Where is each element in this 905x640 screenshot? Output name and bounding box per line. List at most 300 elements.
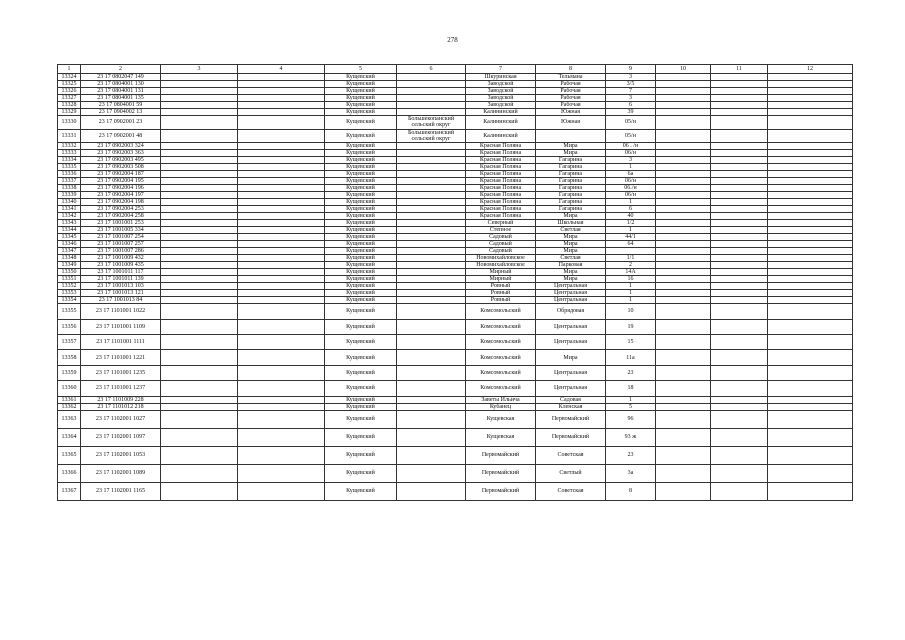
house-cell: 3а: [606, 464, 656, 482]
table-row: [58, 262, 853, 269]
empty-cell: [656, 206, 711, 213]
empty-cell: [238, 269, 325, 276]
settlement-cell: Комсомольский: [466, 334, 536, 349]
street-cell: Мира: [536, 276, 606, 283]
street-cell: Центральная: [536, 334, 606, 349]
row-number-cell: 13340: [58, 199, 81, 206]
house-cell: 18: [606, 381, 656, 396]
empty-cell: [711, 334, 768, 349]
empty-cell: [161, 304, 238, 319]
empty-cell: [161, 319, 238, 334]
okrug-cell: [397, 262, 466, 269]
table-row: [58, 88, 853, 95]
street-cell: Школьная: [536, 220, 606, 227]
cadastral-code-cell: 23 17 1101001 1221: [81, 350, 161, 365]
cadastral-code-cell: 23 17 1102001 1165: [81, 482, 161, 500]
settlement-cell: Красная Поляна: [466, 150, 536, 157]
empty-cell: [711, 185, 768, 192]
empty-cell: [768, 143, 853, 150]
column-number-cell: 5: [325, 65, 397, 74]
row-number-cell: 13325: [58, 81, 81, 88]
empty-cell: [768, 396, 853, 403]
empty-cell: [711, 248, 768, 255]
street-cell: Советская: [536, 482, 606, 500]
district-cell: Кущевский: [325, 95, 397, 102]
empty-cell: [656, 269, 711, 276]
row-number-cell: 13327: [58, 95, 81, 102]
street-cell: Центральная: [536, 290, 606, 297]
cadastral-code-cell: 23 17 0902004 197: [81, 192, 161, 199]
cadastral-code-cell: 23 17 0902001 23: [81, 116, 161, 130]
cadastral-code-cell: 23 17 1001001 253: [81, 220, 161, 227]
empty-cell: [161, 192, 238, 199]
empty-cell: [768, 192, 853, 199]
empty-cell: [161, 157, 238, 164]
empty-cell: [768, 365, 853, 380]
row-number-cell: 13362: [58, 403, 81, 410]
street-cell: Светлый: [536, 464, 606, 482]
table-row: [58, 234, 853, 241]
cadastral-code-cell: 23 17 0804001 59: [81, 102, 161, 109]
empty-cell: [161, 241, 238, 248]
district-cell: Кущевский: [325, 304, 397, 319]
empty-cell: [656, 227, 711, 234]
empty-cell: [656, 350, 711, 365]
district-cell: Кущевский: [325, 276, 397, 283]
cadastral-code-cell: 23 17 0902004 187: [81, 171, 161, 178]
empty-cell: [768, 276, 853, 283]
empty-cell: [161, 403, 238, 410]
street-cell: Гагарина: [536, 164, 606, 171]
street-cell: Светлая: [536, 227, 606, 234]
empty-cell: [711, 319, 768, 334]
settlement-cell: Калининский: [466, 116, 536, 130]
table-row: [58, 319, 853, 334]
street-cell: Южная: [536, 116, 606, 130]
empty-cell: [656, 116, 711, 130]
empty-cell: [768, 109, 853, 116]
table-row: [58, 255, 853, 262]
column-number-cell: 10: [656, 65, 711, 74]
settlement-cell: Заводской: [466, 95, 536, 102]
okrug-cell: [397, 446, 466, 464]
empty-cell: [238, 150, 325, 157]
okrug-cell: [397, 403, 466, 410]
house-cell: 06/н: [606, 178, 656, 185]
okrug-cell: [397, 88, 466, 95]
house-cell: 05/н: [606, 116, 656, 130]
empty-cell: [238, 297, 325, 304]
empty-cell: [238, 403, 325, 410]
empty-cell: [768, 102, 853, 109]
table-row: [58, 276, 853, 283]
district-cell: Кущевский: [325, 269, 397, 276]
empty-cell: [711, 381, 768, 396]
table-row: [58, 482, 853, 500]
empty-cell: [768, 255, 853, 262]
empty-cell: [656, 213, 711, 220]
house-cell: 3: [606, 95, 656, 102]
row-number-cell: 13333: [58, 150, 81, 157]
empty-cell: [238, 88, 325, 95]
empty-cell: [768, 220, 853, 227]
cadastral-code-cell: 23 17 1001009 435: [81, 262, 161, 269]
empty-cell: [768, 171, 853, 178]
street-cell: Центральная: [536, 297, 606, 304]
district-cell: Кущевский: [325, 116, 397, 130]
house-cell: 1: [606, 297, 656, 304]
settlement-cell: Красная Поляна: [466, 178, 536, 185]
table-row: [58, 74, 853, 81]
district-cell: Кущевский: [325, 178, 397, 185]
empty-cell: [711, 206, 768, 213]
empty-cell: [711, 95, 768, 102]
house-cell: 06 . /н: [606, 143, 656, 150]
empty-cell: [238, 464, 325, 482]
empty-cell: [238, 74, 325, 81]
table-row: [58, 396, 853, 403]
okrug-cell: [397, 227, 466, 234]
settlement-cell: Калининский: [466, 109, 536, 116]
empty-cell: [238, 109, 325, 116]
empty-cell: [656, 109, 711, 116]
cadastral-code-cell: 23 17 1101001 1235: [81, 365, 161, 380]
table-row: [58, 304, 853, 319]
row-number-cell: 13349: [58, 262, 81, 269]
district-cell: Кущевский: [325, 164, 397, 171]
empty-cell: [711, 178, 768, 185]
empty-cell: [768, 403, 853, 410]
street-cell: Центральная: [536, 283, 606, 290]
okrug-cell: [397, 234, 466, 241]
street-cell: Мира: [536, 234, 606, 241]
empty-cell: [711, 290, 768, 297]
empty-cell: [238, 178, 325, 185]
cadastral-code-cell: 23 17 1101009 228: [81, 396, 161, 403]
okrug-cell: [397, 319, 466, 334]
empty-cell: [656, 234, 711, 241]
empty-cell: [768, 227, 853, 234]
row-number-cell: 13365: [58, 446, 81, 464]
table-row: [58, 129, 853, 143]
cadastral-code-cell: 23 17 1001013 103: [81, 283, 161, 290]
empty-cell: [161, 464, 238, 482]
empty-cell: [238, 199, 325, 206]
street-cell: [536, 129, 606, 143]
street-cell: Гагарина: [536, 192, 606, 199]
house-cell: 39: [606, 109, 656, 116]
cadastral-code-cell: 23 17 1102001 1053: [81, 446, 161, 464]
empty-cell: [656, 403, 711, 410]
house-cell: 44/1: [606, 234, 656, 241]
empty-cell: [711, 192, 768, 199]
row-number-cell: 13338: [58, 185, 81, 192]
district-cell: Кущевский: [325, 185, 397, 192]
empty-cell: [238, 227, 325, 234]
empty-cell: [238, 116, 325, 130]
district-cell: Кущевский: [325, 129, 397, 143]
district-cell: Кущевский: [325, 227, 397, 234]
empty-cell: [238, 206, 325, 213]
empty-cell: [656, 290, 711, 297]
empty-cell: [768, 464, 853, 482]
empty-cell: [711, 171, 768, 178]
empty-cell: [161, 109, 238, 116]
house-cell: 1: [606, 283, 656, 290]
empty-cell: [711, 482, 768, 500]
table-row: [58, 403, 853, 410]
empty-cell: [768, 482, 853, 500]
empty-cell: [238, 102, 325, 109]
empty-cell: [711, 164, 768, 171]
street-cell: Гагарина: [536, 157, 606, 164]
table-row: [58, 171, 853, 178]
empty-cell: [161, 234, 238, 241]
row-number-cell: 13355: [58, 304, 81, 319]
house-cell: 1: [606, 164, 656, 171]
table-row: [58, 241, 853, 248]
empty-cell: [238, 143, 325, 150]
empty-cell: [656, 297, 711, 304]
empty-cell: [656, 396, 711, 403]
okrug-cell: [397, 178, 466, 185]
empty-cell: [238, 262, 325, 269]
house-cell: 15: [606, 334, 656, 349]
empty-cell: [656, 255, 711, 262]
empty-cell: [161, 199, 238, 206]
empty-cell: [768, 319, 853, 334]
empty-cell: [768, 95, 853, 102]
house-cell: 23: [606, 446, 656, 464]
street-cell: Мира: [536, 269, 606, 276]
empty-cell: [161, 206, 238, 213]
settlement-cell: Степное: [466, 227, 536, 234]
empty-cell: [238, 255, 325, 262]
row-number-cell: 13343: [58, 220, 81, 227]
table-row: [58, 213, 853, 220]
header-row: [58, 65, 853, 74]
empty-cell: [768, 381, 853, 396]
empty-cell: [238, 129, 325, 143]
empty-cell: [711, 276, 768, 283]
settlement-cell: Комсомольский: [466, 304, 536, 319]
settlement-cell: Комсомольский: [466, 350, 536, 365]
cadastral-code-cell: 23 17 1001013 84: [81, 297, 161, 304]
house-cell: [606, 248, 656, 255]
house-cell: 5: [606, 403, 656, 410]
empty-cell: [768, 290, 853, 297]
house-cell: 1: [606, 199, 656, 206]
district-cell: Кущевский: [325, 241, 397, 248]
empty-cell: [238, 213, 325, 220]
settlement-cell: Новомихайловское: [466, 262, 536, 269]
okrug-cell: [397, 102, 466, 109]
empty-cell: [711, 241, 768, 248]
row-number-cell: 13350: [58, 269, 81, 276]
table-row: [58, 464, 853, 482]
cadastral-code-cell: 23 17 0804001 131: [81, 88, 161, 95]
empty-cell: [711, 109, 768, 116]
table-row: [58, 206, 853, 213]
okrug-cell: [397, 74, 466, 81]
settlement-cell: Заветы Ильича: [466, 396, 536, 403]
table-row: [58, 290, 853, 297]
row-number-cell: 13351: [58, 276, 81, 283]
empty-cell: [768, 206, 853, 213]
street-cell: Южная: [536, 109, 606, 116]
empty-cell: [656, 199, 711, 206]
table-row: [58, 199, 853, 206]
empty-cell: [656, 482, 711, 500]
okrug-cell: [397, 241, 466, 248]
empty-cell: [238, 164, 325, 171]
table-row: [58, 109, 853, 116]
empty-cell: [768, 74, 853, 81]
empty-cell: [161, 276, 238, 283]
district-cell: Кущевский: [325, 143, 397, 150]
street-cell: Гагарина: [536, 171, 606, 178]
column-number-cell: 6: [397, 65, 466, 74]
column-number-cell: 3: [161, 65, 238, 74]
cadastral-code-cell: 23 17 0902003 495: [81, 157, 161, 164]
register-table: [57, 64, 853, 501]
empty-cell: [161, 262, 238, 269]
empty-cell: [161, 95, 238, 102]
okrug-cell: [397, 350, 466, 365]
table-row: [58, 95, 853, 102]
empty-cell: [656, 334, 711, 349]
district-cell: Кущевский: [325, 150, 397, 157]
row-number-cell: 13331: [58, 129, 81, 143]
empty-cell: [656, 157, 711, 164]
empty-cell: [656, 464, 711, 482]
empty-cell: [768, 88, 853, 95]
district-cell: Кущевский: [325, 464, 397, 482]
empty-cell: [656, 150, 711, 157]
house-cell: 6: [606, 206, 656, 213]
empty-cell: [711, 350, 768, 365]
house-cell: 10: [606, 304, 656, 319]
okrug-cell: [397, 206, 466, 213]
district-cell: Кущевский: [325, 334, 397, 349]
empty-cell: [768, 248, 853, 255]
settlement-cell: Заводской: [466, 88, 536, 95]
empty-cell: [711, 102, 768, 109]
district-cell: Кущевский: [325, 283, 397, 290]
empty-cell: [161, 410, 238, 428]
empty-cell: [238, 290, 325, 297]
empty-cell: [656, 143, 711, 150]
settlement-cell: Шкуринская: [466, 74, 536, 81]
settlement-cell: Садовый: [466, 241, 536, 248]
okrug-cell: [397, 297, 466, 304]
street-cell: Рабочая: [536, 81, 606, 88]
empty-cell: [711, 220, 768, 227]
cadastral-code-cell: 23 17 0902004 198: [81, 199, 161, 206]
okrug-cell: [397, 269, 466, 276]
okrug-cell: [397, 283, 466, 290]
cadastral-code-cell: 23 17 1101012 218: [81, 403, 161, 410]
district-cell: Кущевский: [325, 428, 397, 446]
empty-cell: [161, 365, 238, 380]
district-cell: Кущевский: [325, 297, 397, 304]
table-row: [58, 428, 853, 446]
column-number-cell: 7: [466, 65, 536, 74]
street-cell: Центральная: [536, 365, 606, 380]
house-cell: 6: [606, 102, 656, 109]
okrug-cell: [397, 290, 466, 297]
empty-cell: [711, 396, 768, 403]
empty-cell: [161, 185, 238, 192]
cadastral-code-cell: 23 17 0902001 48: [81, 129, 161, 143]
table-row: [58, 297, 853, 304]
street-cell: Центральная: [536, 319, 606, 334]
empty-cell: [711, 365, 768, 380]
settlement-cell: Красная Поляна: [466, 213, 536, 220]
empty-cell: [238, 192, 325, 199]
row-number-cell: 13363: [58, 410, 81, 428]
empty-cell: [656, 95, 711, 102]
street-cell: Рабочая: [536, 95, 606, 102]
empty-cell: [656, 446, 711, 464]
street-cell: Мира: [536, 241, 606, 248]
district-cell: Кущевский: [325, 248, 397, 255]
cadastral-code-cell: 23 17 1102001 1089: [81, 464, 161, 482]
empty-cell: [656, 381, 711, 396]
table-row: [58, 185, 853, 192]
row-number-cell: 13360: [58, 381, 81, 396]
street-cell: Мира: [536, 350, 606, 365]
empty-cell: [238, 482, 325, 500]
settlement-cell: Ровный: [466, 297, 536, 304]
empty-cell: [768, 350, 853, 365]
district-cell: Кущевский: [325, 410, 397, 428]
street-cell: Первомайский: [536, 428, 606, 446]
empty-cell: [656, 276, 711, 283]
okrug-cell: [397, 396, 466, 403]
empty-cell: [768, 116, 853, 130]
cadastral-code-cell: 23 17 0902004 196: [81, 185, 161, 192]
house-cell: 3: [606, 157, 656, 164]
district-cell: Кущевский: [325, 81, 397, 88]
settlement-cell: Первомайский: [466, 464, 536, 482]
okrug-cell: Большекопанский сельский округ: [397, 116, 466, 130]
empty-cell: [656, 241, 711, 248]
district-cell: Кущевский: [325, 290, 397, 297]
settlement-cell: Северный: [466, 220, 536, 227]
empty-cell: [711, 81, 768, 88]
empty-cell: [161, 164, 238, 171]
empty-cell: [711, 213, 768, 220]
column-number-cell: 1: [58, 65, 81, 74]
empty-cell: [768, 262, 853, 269]
empty-cell: [711, 150, 768, 157]
empty-cell: [768, 199, 853, 206]
empty-cell: [238, 365, 325, 380]
empty-cell: [656, 178, 711, 185]
row-number-cell: 13335: [58, 164, 81, 171]
district-cell: Кущевский: [325, 350, 397, 365]
empty-cell: [161, 129, 238, 143]
empty-cell: [161, 74, 238, 81]
row-number-cell: 13342: [58, 213, 81, 220]
empty-cell: [768, 283, 853, 290]
row-number-cell: 13330: [58, 116, 81, 130]
cadastral-code-cell: 23 17 1101001 1111: [81, 334, 161, 349]
empty-cell: [161, 171, 238, 178]
empty-cell: [161, 116, 238, 130]
settlement-cell: Мирный: [466, 276, 536, 283]
